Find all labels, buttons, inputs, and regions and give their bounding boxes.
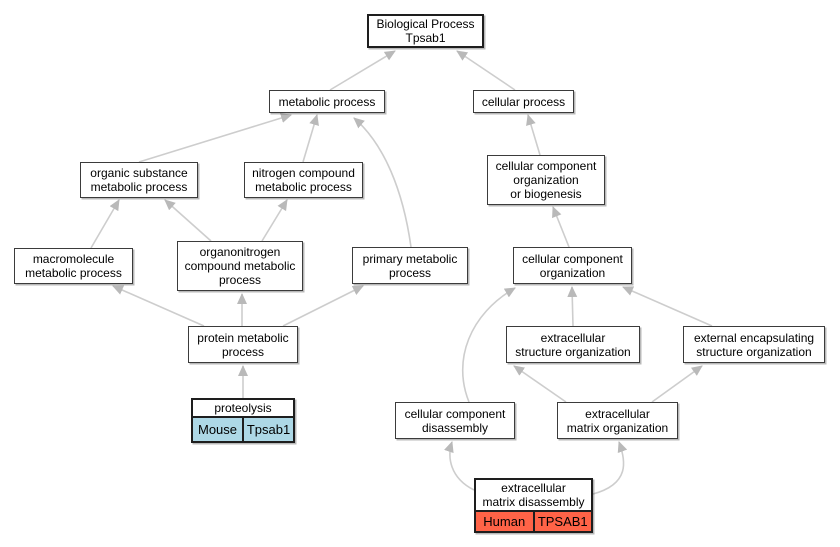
node-metabolic-process[interactable] — [269, 90, 385, 113]
node-biological-process-tpsab1[interactable] — [367, 14, 484, 48]
node-label-line: process — [218, 273, 262, 287]
node-label-line: extracellular — [540, 330, 606, 345]
node-label-line: metabolic process — [25, 266, 122, 280]
node-label — [270, 91, 384, 112]
node-label — [558, 403, 677, 438]
annotation-row — [476, 510, 591, 531]
node-label — [245, 163, 362, 197]
node-extracellular-matrix-disassembly[interactable] — [474, 478, 593, 533]
node-label — [81, 163, 197, 197]
node-label-line: metabolic process — [278, 94, 376, 109]
node-label-line: metabolic process — [255, 180, 352, 194]
node-protein-metabolic-process[interactable] — [188, 326, 298, 363]
node-organic-substance-metabolic-process[interactable] — [80, 162, 198, 198]
annotation-species-cell[interactable]: Human — [476, 512, 533, 531]
node-label-line: organic substance — [90, 166, 188, 180]
node-label-line: organonitrogen — [199, 245, 281, 259]
node-label-line: cellular component — [522, 251, 623, 266]
node-label — [353, 248, 467, 283]
node-label-line: extracellular — [585, 406, 650, 421]
node-primary-metabolic-process[interactable] — [352, 247, 468, 284]
node-nitrogen-compound-metabolic-process[interactable] — [244, 162, 363, 198]
node-label — [178, 242, 302, 290]
node-label-line: cellular process — [481, 94, 566, 109]
node-label — [476, 480, 591, 510]
node-cellular-process[interactable] — [473, 90, 574, 113]
annotation-gene-cell[interactable]: Tpsab1 — [242, 418, 293, 441]
node-label — [514, 248, 631, 283]
node-label — [474, 91, 573, 112]
node-label-line: structure organization — [696, 344, 812, 359]
node-label-line: compound metabolic — [184, 259, 296, 273]
node-label-line: process — [388, 265, 432, 280]
node-label-line: or biogenesis — [510, 187, 582, 201]
node-cellular-component-disassembly[interactable] — [395, 402, 515, 439]
node-label — [369, 16, 482, 46]
node-label-line: disassembly — [421, 420, 489, 435]
node-label-line: protein metabolic — [197, 330, 289, 345]
node-label — [15, 249, 132, 283]
node-label-line: organization — [513, 173, 579, 187]
node-label — [507, 327, 639, 362]
node-label-line: cellular component — [404, 406, 506, 421]
node-label-line: nitrogen compound — [252, 166, 355, 180]
node-label — [189, 327, 297, 362]
node-label-line: external encapsulating — [693, 330, 815, 345]
annotation-gene-cell[interactable]: TPSAB1 — [533, 512, 592, 531]
node-label-line: extracellular — [501, 481, 566, 495]
node-label-line: proteolysis — [214, 401, 272, 415]
annotation-species-cell[interactable]: Mouse — [193, 418, 242, 441]
node-label-line: matrix organization — [566, 420, 669, 435]
node-label-line: process — [221, 344, 265, 359]
node-label — [684, 327, 824, 362]
annotation-row — [193, 416, 293, 441]
node-label-line: organization — [539, 265, 606, 280]
node-label-line: Tpsab1 — [405, 31, 446, 45]
node-label-line: structure organization — [515, 344, 631, 359]
node-cellular-component-organization-or-biogenesis[interactable] — [487, 155, 605, 205]
node-extracellular-matrix-organization[interactable] — [557, 402, 678, 439]
node-label — [396, 403, 514, 438]
node-proteolysis[interactable] — [191, 398, 295, 443]
node-extracellular-structure-organization[interactable] — [506, 326, 640, 363]
node-organonitrogen-compound-metabolic-process[interactable] — [177, 241, 303, 291]
node-label-line: cellular component — [495, 159, 597, 173]
node-label-line: metabolic process — [90, 180, 188, 194]
node-label — [488, 156, 604, 204]
node-macromolecule-metabolic-process[interactable] — [14, 248, 133, 284]
node-cellular-component-organization[interactable] — [513, 247, 632, 284]
node-label-line: macromolecule — [32, 252, 115, 266]
node-label-line: Biological Process — [376, 17, 475, 31]
node-label-line: primary metabolic — [362, 251, 458, 266]
node-label-line: matrix disassembly — [482, 495, 585, 509]
node-external-encapsulating-structure-organization[interactable] — [683, 326, 825, 363]
node-label — [193, 400, 293, 416]
